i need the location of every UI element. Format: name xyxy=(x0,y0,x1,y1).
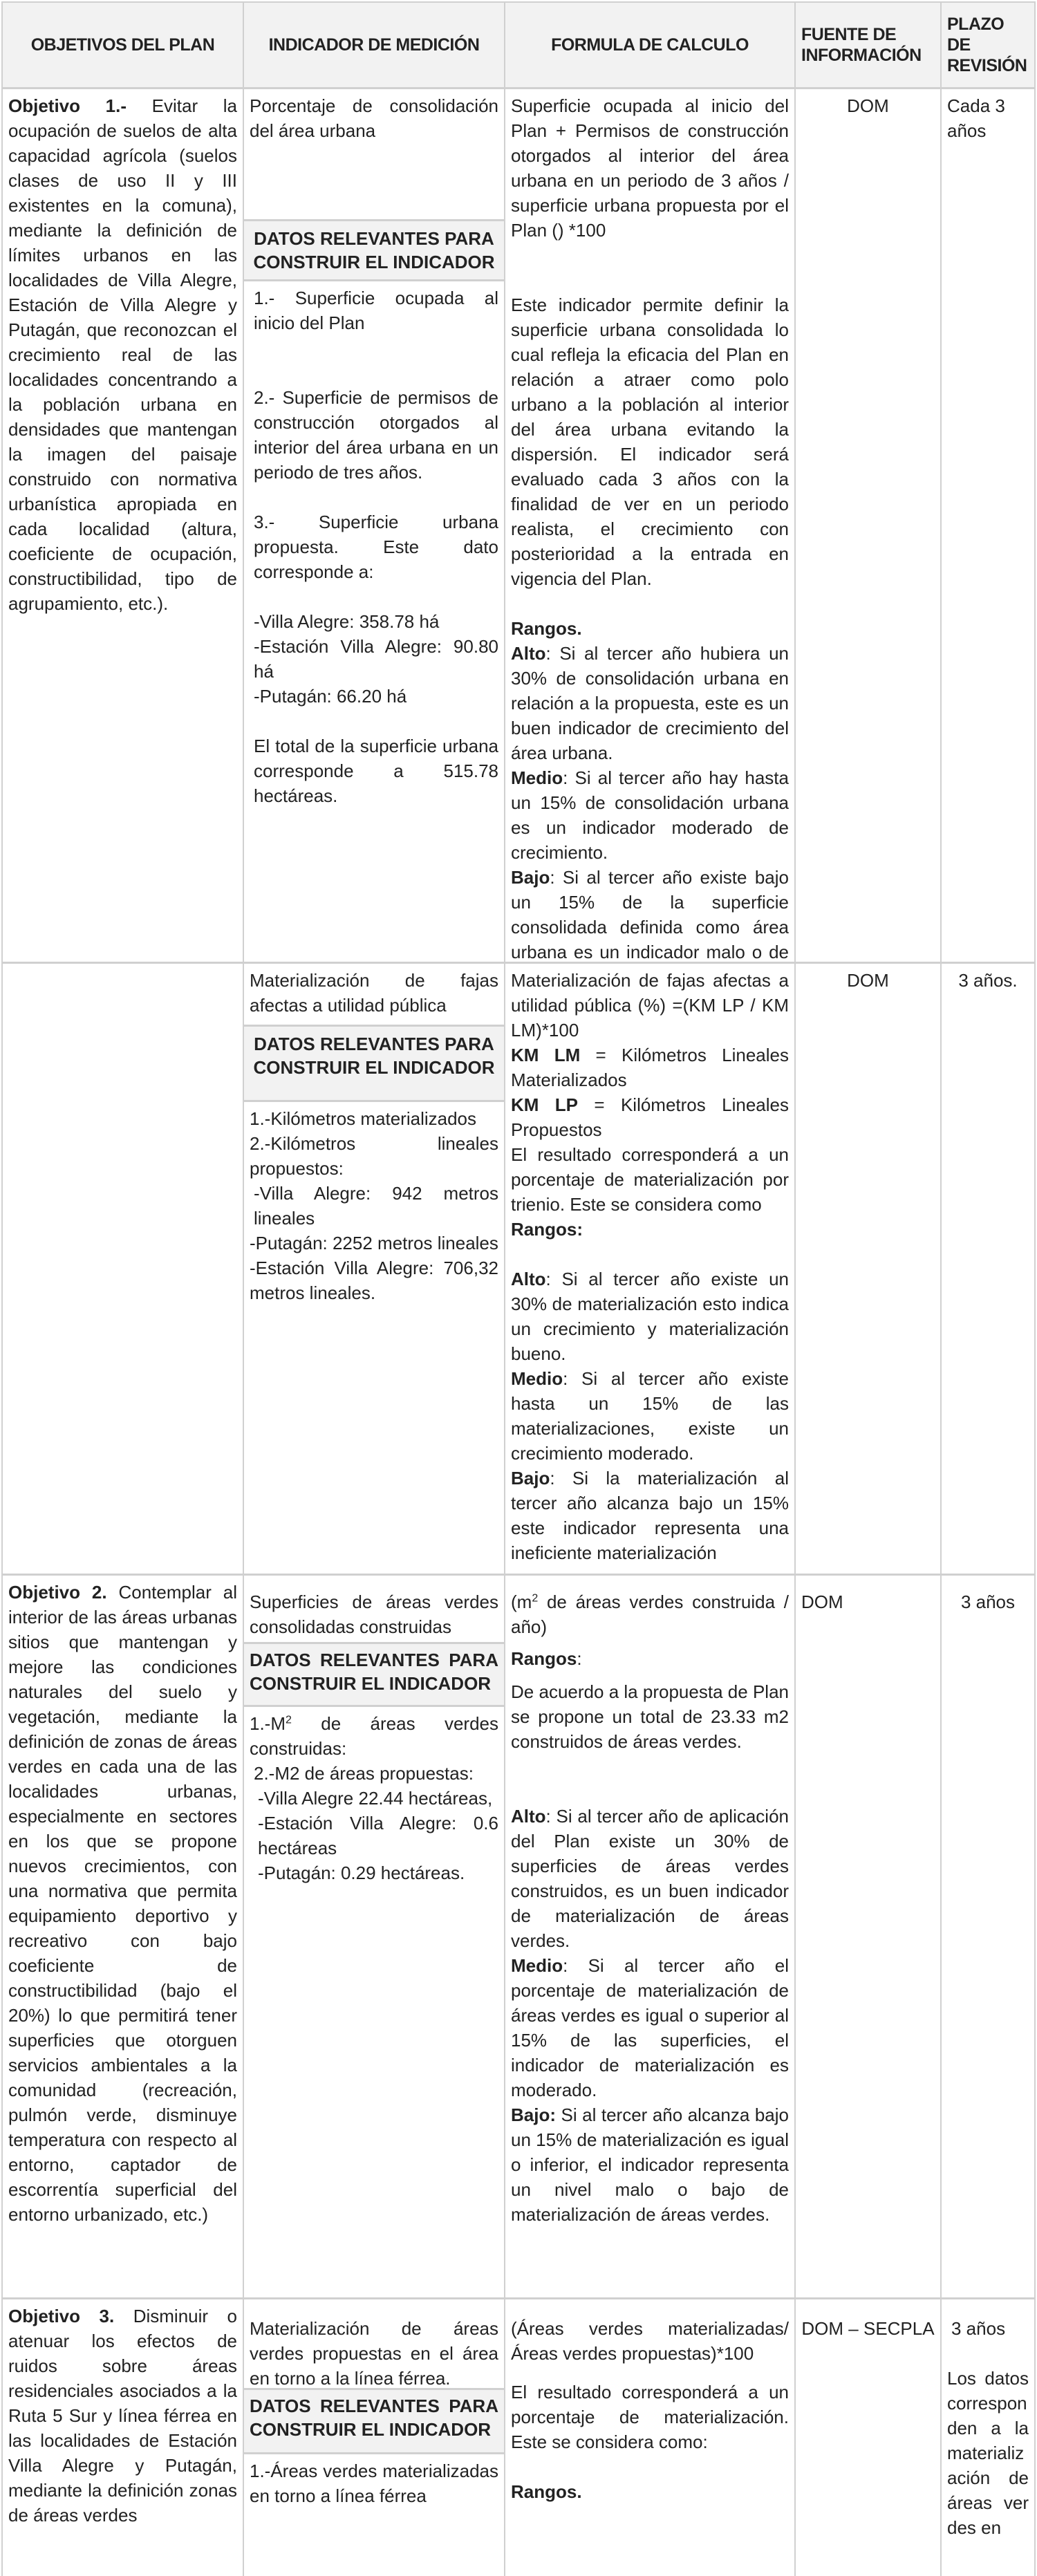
objetivo-cell xyxy=(1,2299,243,2576)
resultado-text: El resultado corresponderá a un porcentaje de materialización por trienio. Este se considera como xyxy=(511,1144,789,1215)
indicator-table xyxy=(1,1,1036,2576)
indicador-text: Materialización de áreas verdes propuestas en el área en torno a la línea férrea. xyxy=(250,2318,498,2389)
dato-item: 1.-Áreas verdes materializadas en torno a línea férrea xyxy=(250,2461,498,2506)
table-row xyxy=(1,2299,1036,2576)
rango-label: Alto xyxy=(511,1806,546,1827)
dato-item: 1.- Superficie ocupada al inicio del Plan xyxy=(254,288,498,333)
formula-text xyxy=(511,1589,789,1639)
plazo-text: 3 años xyxy=(951,2318,1006,2339)
formula-text: Materialización de fajas afectas a utilidad pública (%) =(KM LP / KM LM)*100 xyxy=(511,970,789,1040)
dato-item: -Estación Villa Alegre: 706,32 metros lineales. xyxy=(250,1258,498,1303)
fuente-cell: DOM xyxy=(794,964,940,1574)
datos-header: DATOS RELEVANTES PARA CONSTRUIR EL INDICADOR xyxy=(244,1025,504,1102)
fuente-cell: DOM xyxy=(794,89,940,962)
rango-text: : Si al tercer año hay hasta un 15% de consolidación urbana es un indicador moderado de crecimiento. xyxy=(511,767,789,863)
objetivo-cell xyxy=(1,1576,243,2297)
rango-text: : Si al tercer año existe un 30% de materialización esto indica un crecimiento y materialización bueno. xyxy=(511,1269,789,1364)
header-objetivos: OBJETIVOS DEL PLAN xyxy=(1,3,243,87)
formula-description: Este indicador permite definir la superficie urbana consolidada lo cual refleja la eficacia del Plan en relación a atraer como polo urbano a la población al interior del área urbana evitando la dispersión. El indicador será evaluado cada 3 años con la finalidad de ver en un periodo realista, el crecimiento con posterioridad a la entrada en vigencia del Plan. xyxy=(511,295,789,589)
rango-label: Bajo xyxy=(511,1468,550,1488)
rango-label: Medio xyxy=(511,1955,563,1976)
rango-text: : Si al tercer año existe hasta un 15% de las materializaciones, existe un crecimiento moderado. xyxy=(511,1368,789,1464)
indicador-cell xyxy=(243,89,504,962)
dato-item: -Estación Villa Alegre: 90.80 há xyxy=(254,636,498,682)
indicador-text: Materialización de fajas afectas a utilidad pública xyxy=(250,970,498,1016)
dato-item: 2.-Kilómetros lineales propuestos: xyxy=(250,1133,498,1179)
dato-item: 2.- Superficie de permisos de construcción otorgados al interior del área urbana en un periodo de tres años. xyxy=(254,387,498,483)
table-header-row xyxy=(1,3,1036,89)
formula-part: de áreas verdes construida / año) xyxy=(511,1592,789,1637)
indicador-text: Superficies de áreas verdes consolidadas construidas xyxy=(250,1592,498,1637)
formula-text: Superficie ocupada al inicio del Plan + Permisos de construcción otorgados al interior del área urbana en un periodo de 3 años / superficie urbana propuesta por el Plan () *100 xyxy=(511,95,789,241)
objetivo-label: Objetivo 1.- xyxy=(8,95,127,116)
rangos-label: Rangos xyxy=(511,1648,577,1669)
indicador-cell xyxy=(243,964,504,1574)
objetivo-cell xyxy=(1,89,243,962)
def-label: KM LP xyxy=(511,1094,579,1115)
datos-header: DATOS RELEVANTES PARA CONSTRUIR EL INDICADOR xyxy=(244,219,504,281)
rango-label: Bajo xyxy=(511,867,550,888)
rango-label: Alto xyxy=(511,643,546,664)
table-row xyxy=(1,89,1036,964)
header-indicador: INDICADOR DE MEDICIÓN xyxy=(243,3,504,87)
formula-part: (m xyxy=(511,1592,532,1612)
plazo-note: Los datos corresponden a la materialización de áreas verdes en xyxy=(947,2368,1029,2538)
fuente-cell: DOM – SECPLA xyxy=(794,2299,940,2576)
formula-cell: ($m^2$ de áreas verdes construida / año) Rangos: De acuerdo a la propuesta de Plan se propone un total de 23.33 m2 construidos de áreas verdes. Alto: Si al tercer año de aplicación del Plan existe un 30% de superficies de áreas verdes construidos, es un buen indicador de materialización de áreas verdes. Medio: Si al tercer año el porcentaje de materialización de áreas verdes es igual o superior al 15% de las superficies, el indicador de materialización es moderado. Bajo: Si al tercer año alcanza bajo un 15% de materialización es igual o inferior, el indicador representa un nivel malo o bajo de materialización de áreas verdes. xyxy=(504,1576,794,2297)
plazo-cell: 3 años. xyxy=(940,964,1036,1574)
header-fuente: FUENTE DE INFORMACIÓN xyxy=(794,3,940,87)
indicador-text: Porcentaje de consolidación del área urbana xyxy=(250,95,498,141)
objetivo-label: Objetivo 2. xyxy=(8,1582,107,1603)
rango-label: Medio xyxy=(511,767,563,788)
objetivo-text: Evitar la ocupación de suelos de alta capacidad agrícola (suelos clases de uso II y III existentes en la comuna), mediante la definición de límites urbanos en las localidades de Villa Alegre, Estación de Villa Alegre y Putagán, que reconozcan el crecimiento real de las localidades concentrando a la población urbana en densidades que mantengan la imagen del paisaje construido con normativa urbanística apropiada en cada localidad (altura, coeficiente de ocupación, constructibilidad, tipo de agrupamiento, etc.). xyxy=(8,95,237,614)
header-formula: FORMULA DE CALCULO xyxy=(504,3,794,87)
rangos-label: Rangos. xyxy=(511,2481,582,2502)
dato-item: 3.- Superficie urbana propuesta. Este dato corresponde a: xyxy=(254,512,498,582)
dato-item: 1.-M xyxy=(250,1713,286,1734)
datos-header: DATOS RELEVANTES PARA CONSTRUIR EL INDICADOR xyxy=(244,2388,504,2454)
rango-text: : Si al tercer año el porcentaje de materialización de áreas verdes es igual o superior al 15% de las superficies, el indicador de materialización es moderado. xyxy=(511,1955,789,2100)
rango-label: Alto xyxy=(511,1269,546,1289)
dato-item: -Putagán: 0.29 hectáreas. xyxy=(258,1863,465,1883)
def-text: = Kilómetros Lineales Materializados xyxy=(511,1045,789,1090)
rango-text: : Si al tercer año de aplicación del Plan existe un 30% de superficies de áreas verdes construidos, es un buen indicador de materialización de áreas verdes. xyxy=(511,1806,789,1951)
rango-text: : Si al tercer año hubiera un 30% de consolidación urbana en relación a la propuesta, este es un buen indicador de crecimiento del área urbana. xyxy=(511,643,789,763)
dato-item: -Villa Alegre: 942 metros lineales xyxy=(254,1183,498,1229)
indicador-cell xyxy=(243,2299,504,2576)
dato-item: -Villa Alegre: 358.78 há xyxy=(254,611,440,632)
objetivo-cell xyxy=(1,964,243,1574)
formula-cell xyxy=(504,2299,794,2576)
plazo-cell: 3 años xyxy=(940,1576,1036,2297)
superscript: 2 xyxy=(532,1592,539,1605)
dato-item: -Estación Villa Alegre: 0.6 hectáreas xyxy=(258,1813,498,1858)
dato-item: 1.-Kilómetros materializados xyxy=(250,1108,477,1129)
rangos-label: Rangos. xyxy=(511,618,582,639)
rango-text: Si al tercer año alcanza bajo un 15% de materialización es igual o inferior, el indicador representa un nivel malo o bajo de materialización de áreas verdes. xyxy=(511,2104,789,2225)
formula-cell xyxy=(504,964,794,1574)
rango-label: Bajo: xyxy=(511,2104,556,2125)
plazo-cell xyxy=(940,2299,1036,2576)
dato-item: -Villa Alegre 22.44 hectáreas, xyxy=(258,1788,493,1809)
rango-label: Medio xyxy=(511,1368,563,1389)
formula-cell xyxy=(504,89,794,962)
rango-text: : Si al tercer año existe bajo un 15% de la superficie consolidada definida como área urbana es un indicador malo o de xyxy=(511,867,789,962)
dato-item: de áreas verdes construidas: xyxy=(250,1713,498,1759)
datos-header: DATOS RELEVANTES PARA CONSTRUIR EL INDICADOR xyxy=(244,1642,504,1707)
superscript: 2 xyxy=(286,1714,292,1726)
table-row xyxy=(1,964,1036,1576)
objetivo-label: Objetivo 3. xyxy=(8,2306,115,2326)
dato-item: -Putagán: 2252 metros lineales xyxy=(250,1233,498,1253)
objetivo-text: Disminuir o atenuar los efectos de ruidos sobre áreas residenciales asociados a la Ruta 5 Sur y línea férrea en las localidades de Estación Villa Alegre y Putagán, mediante la definición zonas de áreas verdes xyxy=(8,2306,238,2526)
propuesta-text: De acuerdo a la propuesta de Plan se propone un total de 23.33 m2 construidos de áreas verdes. xyxy=(511,1681,789,1752)
header-plazo: PLAZO DE REVISIÓN xyxy=(940,3,1036,87)
table-row xyxy=(1,1576,1036,2299)
indicador-cell xyxy=(243,1576,504,2297)
def-text: = Kilómetros Lineales Propuestos xyxy=(511,1094,789,1140)
dato-item: El total de la superficie urbana corresponde a 515.78 hectáreas. xyxy=(254,736,498,806)
rangos-label: Rangos: xyxy=(511,1219,583,1240)
fuente-cell: DOM xyxy=(794,1576,940,2297)
def-label: KM LM xyxy=(511,1045,581,1065)
dato-item: -Putagán: 66.20 há xyxy=(254,686,407,707)
rango-text: : Si la materialización al tercer año alcanza bajo un 15% este indicador representa una ineficiente materialización xyxy=(511,1468,789,1563)
objetivo-text: Contemplar al interior de las áreas urbanas sitios que mantengan y mejore las condiciones naturales del suelo y vegetación, mediante la definición de zonas de áreas verdes en cada una de las localidades urbanas, especialmente en sectores en los que se propone nuevos crecimientos, con una normativa que permita equipamiento deportivo y recreativo con bajo coeficiente de constructibilidad (bajo el 20%) lo que permitirá tener superficies que otorguen servicios ambientales a la comunidad (recreación, pulmón verde, disminuye temperatura con respecto al entorno, captador de escorrentía superficial del entorno urbanizado, etc.) xyxy=(8,1582,238,2225)
formula-text: (Áreas verdes materializadas/ Áreas verdes propuestas)*100 xyxy=(511,2318,789,2364)
resultado-text: El resultado corresponderá a un porcentaje de materialización. Este se considera como: xyxy=(511,2382,789,2452)
plazo-cell: Cada 3 años xyxy=(940,89,1036,962)
dato-item: 2.-M2 de áreas propuestas: xyxy=(254,1763,474,1784)
